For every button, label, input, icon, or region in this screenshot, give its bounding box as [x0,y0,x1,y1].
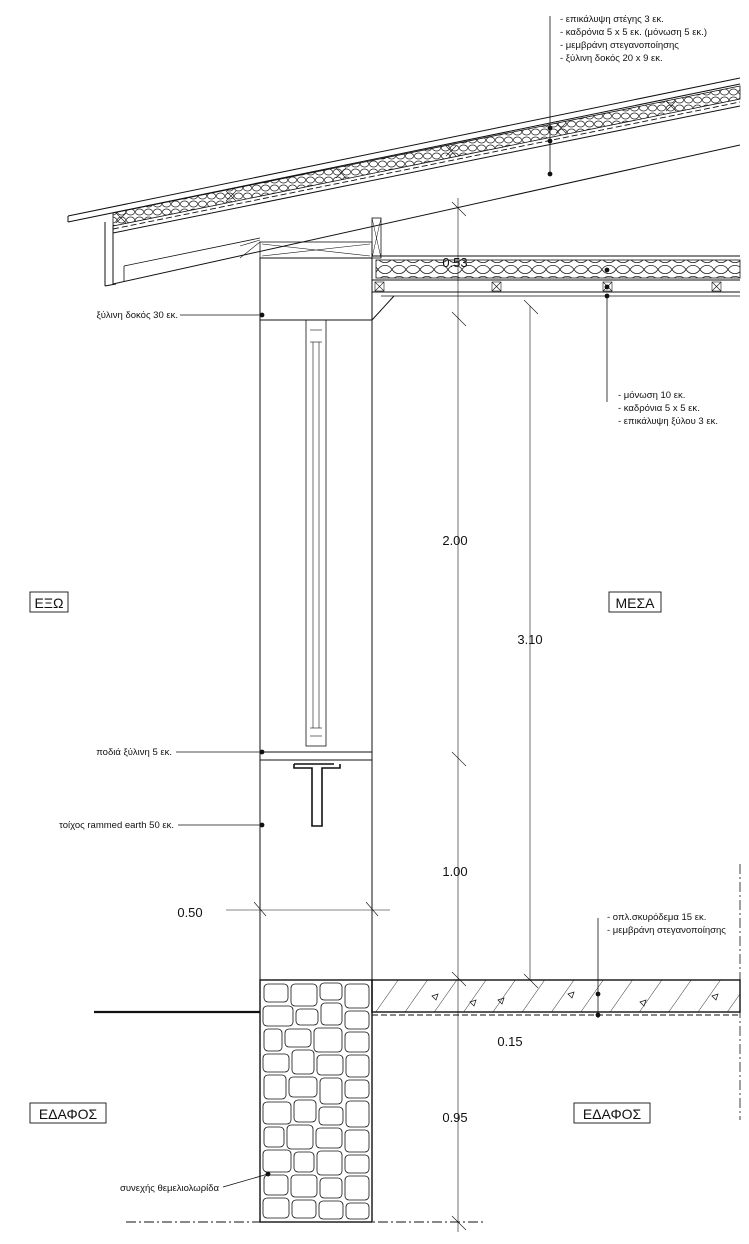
roof-note: - ξύλινη δοκός 20 x 9 εκ. [560,53,663,64]
wall-label: τοίχος rammed earth 50 εκ. [59,820,174,831]
dimension-lines [226,198,538,1232]
beam-label: ξύλινη δοκός 30 εκ. [96,310,178,321]
ceiling-notes [618,390,718,427]
roof-note: - μεμβράνη στεγανοποίησης [560,40,679,51]
top-beam [240,218,394,320]
stone-foundation [260,980,372,1222]
roof-note: - καδρόνια 5 x 5 εκ. (μόνωση 5 εκ.) [560,27,707,38]
dim-beam-height: 0.53 [442,255,468,270]
floor-slab [372,980,740,1015]
leader-dots [260,126,610,1177]
roof [68,78,740,286]
dim-base-height: 1.00 [442,864,468,879]
ceiling [372,256,740,296]
ceiling-note: - επικάλυψη ξύλου 3 εκ. [618,416,718,427]
zone-ground-left: ΕΔΑΦΟΣ [38,1106,98,1122]
dim-window-height: 2.00 [442,533,468,548]
foundation-label: συνεχής θεμελιολωρίδα [119,1183,219,1194]
wall-window [260,320,372,760]
floor-note: - οπλ.σκυρόδεμα 15 εκ. [607,912,707,923]
dim-total-height: 3.10 [517,632,543,647]
roof-note: - επικάλυψη στέγης 3 εκ. [560,14,664,25]
sill-label: ποδιά ξύλινη 5 εκ. [96,747,172,758]
dim-wall-thickness: 0.50 [177,905,203,920]
zone-ground-right: ΕΔΑΦΟΣ [582,1106,642,1122]
zone-outside: ΕΞΩ [34,595,64,611]
ceiling-note: - καδρόνια 5 x 5 εκ. [618,403,700,414]
rammed-earth-wall [260,760,372,980]
dim-slab-thickness: 0.15 [497,1034,523,1049]
ceiling-note: - μόνωση 10 εκ. [618,390,686,401]
floor-note: - μεμβράνη στεγανοποίησης [607,925,726,936]
dim-foundation-depth: 0.95 [442,1110,468,1125]
zone-labels [30,592,661,1123]
zone-inside: ΜΕΣΑ [615,595,655,611]
roof-notes [560,14,707,64]
floor-notes [607,912,726,936]
